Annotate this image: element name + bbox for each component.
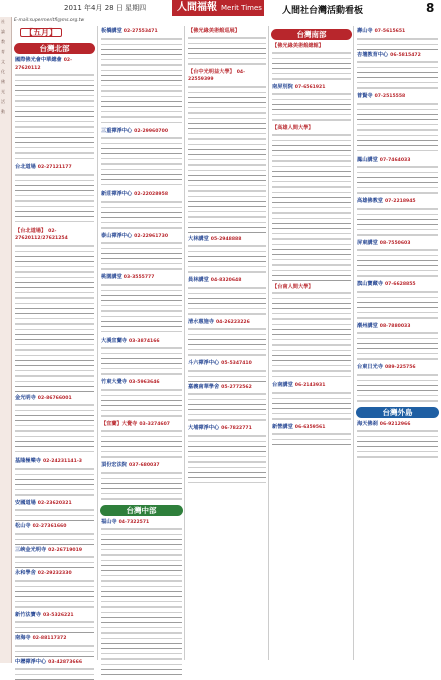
- temple-listing: [357, 157, 438, 197]
- month-heading: 【五月】: [20, 28, 62, 37]
- temple-listing: [15, 57, 94, 162]
- temple-phone: 07-2218945: [384, 199, 416, 204]
- temple-listing: [272, 424, 351, 446]
- schedule-text-block: [101, 36, 182, 126]
- schedule-text-block: [357, 164, 438, 196]
- left-strip-label: 活: [1, 99, 5, 104]
- schedule-text-block: [101, 526, 182, 676]
- schedule-text-block: [15, 531, 94, 545]
- listing-column: [97, 26, 185, 660]
- temple-listing: [188, 69, 266, 234]
- temple-phone: 07-2515558: [374, 94, 406, 99]
- temple-phone: 02-27361660: [32, 524, 67, 530]
- temple-phone: 089-225756: [384, 365, 416, 370]
- temple-listing: [101, 421, 182, 461]
- schedule-text-block: [15, 402, 94, 456]
- left-strip-label: 社: [1, 19, 5, 24]
- temple-listing: [101, 191, 182, 231]
- schedule-text-block: [15, 507, 94, 521]
- temple-name: 安國道場: [15, 499, 36, 506]
- temple-phone: 03-3555777: [123, 275, 155, 280]
- listing-column: [353, 26, 441, 660]
- temple-listing: [357, 28, 438, 50]
- schedule-text-block: [357, 247, 438, 279]
- section-title: 人間社台灣活動看板: [282, 6, 364, 16]
- temple-name: 【佛光緣美術館總館】: [272, 43, 324, 49]
- temple-phone: 02-27553471: [123, 29, 158, 34]
- schedule-text-block: [101, 240, 182, 272]
- temple-listing: [188, 277, 266, 317]
- temple-name: 基隆極樂寺: [15, 458, 41, 465]
- temple-name: 國際佛光會中華總會: [15, 57, 62, 64]
- schedule-text-block: [101, 282, 182, 336]
- temple-name: 新竹法寶寺: [15, 611, 41, 618]
- listing-column: [184, 26, 269, 660]
- schedule-text-block: [357, 206, 438, 238]
- temple-phone: 03-5963646: [128, 380, 160, 385]
- temple-name: 新營講堂: [272, 423, 293, 430]
- schedule-text-block: [15, 619, 94, 633]
- temple-phone: 02-26719019: [48, 547, 83, 553]
- temple-name: 竹東大覺寺: [101, 379, 127, 385]
- temple-name: 南海寺: [15, 635, 31, 642]
- temple-phone: 02-27620112/27621254: [15, 228, 68, 242]
- schedule-text-block: [188, 285, 266, 317]
- temple-name: 松山寺: [15, 523, 31, 530]
- left-strip-label: 育: [1, 49, 5, 54]
- temple-name: 普賢寺: [357, 93, 373, 99]
- temple-listing: [15, 635, 94, 657]
- left-strip-label: 文: [1, 59, 5, 64]
- temple-listing: [101, 28, 182, 126]
- temple-listing: [15, 523, 94, 545]
- temple-phone: 08-7550603: [379, 240, 411, 246]
- temple-listing: [188, 360, 266, 382]
- temple-name: 屏東講堂: [357, 239, 378, 246]
- temple-phone: 02-29960700: [134, 128, 169, 134]
- temple-phone: 02-29232330: [37, 571, 72, 577]
- schedule-text-block: [15, 243, 94, 393]
- temple-listing: [357, 281, 438, 321]
- temple-listing: [101, 379, 182, 419]
- temple-phone: 07-6628855: [384, 282, 416, 287]
- schedule-text-block: [272, 50, 351, 82]
- schedule-text-block: [188, 84, 266, 234]
- masthead-logo: [172, 0, 264, 16]
- temple-name: 壽山寺: [357, 28, 373, 34]
- temple-listing: [272, 84, 351, 124]
- temple-name: 嘉義南華學舍: [188, 383, 220, 390]
- temple-listing: [101, 274, 182, 336]
- left-strip-label: 動: [1, 109, 5, 114]
- region-banner-north: 台灣北部: [14, 43, 95, 54]
- temple-name: 【台北道場】: [15, 227, 47, 234]
- temple-listing: [101, 338, 182, 378]
- temple-phone: 08-7880033: [379, 323, 411, 329]
- temple-name: 大溪宜蘭寺: [101, 337, 127, 344]
- temple-phone: 02-86766001: [37, 395, 72, 401]
- temple-name: 【台中光明益大學】: [188, 68, 235, 75]
- schedule-text-block: [15, 466, 94, 498]
- region-banner-overseas: 台灣外島: [356, 407, 439, 418]
- temple-name: 台南講堂: [272, 382, 293, 388]
- left-strip-label: 佛: [1, 79, 5, 84]
- listing-column: [268, 26, 354, 660]
- temple-name: 員林講堂: [188, 277, 209, 283]
- schedule-text-block: [357, 59, 438, 91]
- temple-listing: [15, 659, 94, 680]
- left-strip-label: 光: [1, 89, 5, 94]
- temple-listing: [15, 164, 94, 226]
- temple-listing: [15, 547, 94, 569]
- temple-name: 清水惠施寺: [188, 318, 214, 325]
- schedule-text-block: [357, 101, 438, 155]
- schedule-text-block: [272, 91, 351, 123]
- temple-listing: [357, 93, 438, 155]
- temple-listing: [188, 28, 266, 67]
- schedule-text-block: [15, 666, 94, 680]
- temple-listing: [188, 425, 266, 487]
- schedule-text-block: [188, 368, 266, 382]
- schedule-text-block: [188, 326, 266, 358]
- temple-name: 【佛光緣美術館巡展】: [188, 28, 240, 34]
- schedule-text-block: [188, 243, 266, 275]
- temple-listing: [188, 319, 266, 359]
- temple-listing: [188, 236, 266, 276]
- temple-phone: 04-22559399: [188, 69, 246, 82]
- temple-listing: [15, 570, 94, 610]
- temple-phone: 04-26223226: [215, 319, 250, 325]
- issue-date: 2011 年4月 28 日 星期四: [64, 4, 147, 12]
- schedule-text-block: [357, 36, 438, 50]
- temple-listing: [357, 198, 438, 238]
- temple-name: 【宜蘭】大覺寺: [101, 420, 138, 427]
- temple-listing: [357, 52, 438, 92]
- temple-name: 台北道場: [15, 164, 36, 171]
- listing-column: [12, 26, 97, 665]
- temple-name: 金光明寺: [15, 394, 36, 401]
- schedule-text-block: [101, 387, 182, 419]
- temple-name: 台東日光寺: [357, 364, 383, 370]
- temple-phone: 03-3874166: [128, 338, 160, 344]
- temple-phone: 02-24231141-3: [42, 459, 82, 465]
- temple-listing: [101, 462, 182, 502]
- temple-listing: [15, 395, 94, 457]
- temple-name: 鳳山講堂: [357, 156, 378, 163]
- schedule-text-block: [357, 330, 438, 362]
- temple-phone: 02-88117372: [32, 636, 67, 642]
- temple-phone: 03-3274607: [139, 421, 171, 427]
- region-banner-south: 台灣南部: [271, 29, 352, 40]
- temple-name: 南屏別院: [272, 83, 293, 90]
- temple-listing: [15, 612, 94, 634]
- temple-name: 新莊禪淨中心: [101, 191, 133, 197]
- schedule-text-block: [272, 431, 351, 445]
- temple-phone: 02-23620321: [37, 500, 72, 506]
- temple-listing: [357, 323, 438, 363]
- schedule-text-block: [357, 428, 438, 460]
- temple-listing: [101, 233, 182, 273]
- temple-phone: 03-5326221: [42, 612, 74, 618]
- temple-phone: 07-7464033: [379, 157, 411, 163]
- temple-phone: 05-2772562: [221, 384, 252, 390]
- page-header: [0, 0, 440, 17]
- left-strip-label: 教: [1, 39, 5, 44]
- schedule-text-block: [101, 135, 182, 189]
- temple-name: 桃園講堂: [101, 274, 122, 280]
- schedule-text-block: [15, 643, 94, 657]
- temple-listing: [357, 421, 438, 461]
- temple-listing: [272, 43, 351, 82]
- temple-listing: [15, 500, 94, 522]
- temple-phone: 06-2143931: [294, 383, 326, 388]
- masthead-subtitle: Merit Times: [221, 4, 262, 12]
- temple-listing: [272, 284, 351, 381]
- temple-name: 斗六禪淨中心: [188, 360, 220, 366]
- temple-name: 三峽金光明寺: [15, 546, 47, 553]
- temple-listing: [272, 382, 351, 422]
- temple-phone: 02-27620112: [15, 58, 73, 71]
- temple-listing: [272, 125, 351, 282]
- schedule-text-block: [272, 132, 351, 282]
- temple-name: 泰山禪淨中心: [101, 232, 133, 239]
- temple-name: 大埔禪淨中心: [188, 425, 220, 431]
- schedule-text-block: [188, 35, 266, 67]
- temple-phone: 07-6561921: [294, 84, 326, 90]
- temple-phone: 06-6359561: [294, 424, 326, 430]
- region-banner-middle: 台灣中部: [100, 505, 183, 516]
- temple-phone: 02-22961730: [134, 233, 169, 239]
- temple-phone: 06-9212966: [379, 421, 411, 427]
- temple-name: 中壢禪淨中心: [15, 658, 47, 665]
- schedule-text-block: [101, 345, 182, 377]
- left-strip-label: 論: [1, 29, 5, 34]
- left-index-strip: [0, 17, 12, 663]
- temple-phone: 02-22028958: [134, 192, 169, 197]
- temple-phone: 037-680037: [128, 463, 160, 468]
- schedule-text-block: [15, 554, 94, 568]
- temple-phone: 04-7322571: [118, 519, 150, 525]
- schedule-text-block: [357, 372, 438, 404]
- schedule-text-block: [15, 578, 94, 610]
- temple-name: 福山寺: [101, 518, 117, 525]
- left-strip-label: 化: [1, 69, 5, 74]
- temple-phone: 06-5815472: [390, 52, 421, 58]
- schedule-text-block: [101, 199, 182, 231]
- schedule-text-block: [272, 390, 351, 422]
- temple-phone: 05-5347410: [221, 361, 252, 366]
- temple-name: 【高雄人間大學】: [272, 125, 314, 131]
- schedule-text-block: [272, 290, 351, 380]
- temple-phone: 03-42873666: [48, 659, 83, 665]
- temple-name: 【台南人間大學】: [272, 283, 314, 290]
- contact-email: E-mail:supermeritfl@ms.org.tw: [14, 18, 85, 23]
- temple-listing: [15, 458, 94, 498]
- temple-phone: 07-5615651: [374, 29, 406, 34]
- temple-name: 三重禪淨中心: [101, 127, 133, 134]
- temple-listing: [101, 128, 182, 190]
- temple-name: 頂份宏法院: [101, 462, 127, 468]
- temple-name: 大林講堂: [188, 235, 209, 242]
- temple-phone: 05-2948888: [210, 236, 242, 242]
- schedule-text-block: [101, 470, 182, 502]
- schedule-text-block: [188, 391, 266, 423]
- temple-name: 潮州講堂: [357, 322, 378, 329]
- temple-name: 永和學舍: [15, 570, 36, 577]
- temple-listing: [357, 240, 438, 280]
- temple-name: 高雄佛教堂: [357, 198, 383, 204]
- temple-name: 板橋講堂: [101, 28, 122, 34]
- page-number: 8: [426, 1, 435, 15]
- temple-phone: 04-8320648: [210, 278, 242, 283]
- temple-listing: [188, 384, 266, 424]
- schedule-text-block: [101, 428, 182, 460]
- temple-name: 杏壇教育中心: [357, 51, 389, 58]
- temple-name: 旗山寶藏寺: [357, 281, 383, 287]
- temple-phone: 06-7822771: [221, 426, 252, 431]
- temple-listing: [101, 519, 182, 677]
- temple-listing: [357, 364, 438, 404]
- schedule-text-block: [15, 72, 94, 162]
- temple-phone: 02-27121177: [37, 165, 72, 171]
- temple-name: 海天佛刹: [357, 420, 378, 427]
- schedule-text-block: [357, 289, 438, 321]
- schedule-text-block: [188, 433, 266, 487]
- masthead-title: 人間福報: [177, 2, 217, 13]
- temple-listing: [15, 228, 94, 393]
- schedule-text-block: [15, 172, 94, 226]
